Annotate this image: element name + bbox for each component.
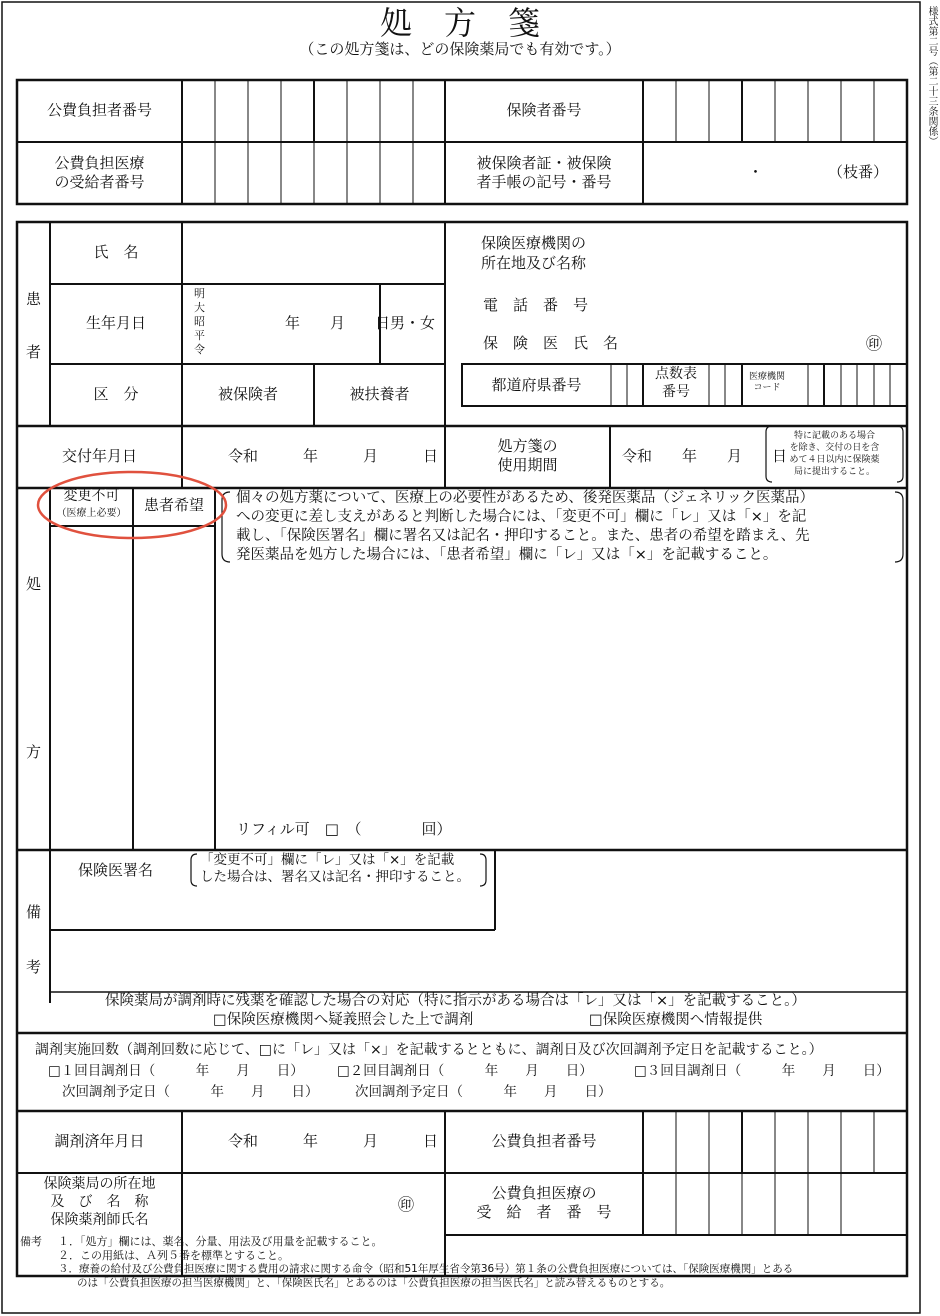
patient-name-field[interactable]	[183, 223, 444, 283]
dispensed-date-label: 調剤済年月日	[54, 1132, 145, 1150]
prescription-body-field[interactable]	[216, 566, 906, 816]
birthdate-label: 生年月日	[85, 314, 146, 332]
recipient-label-2: 受 給 者 番 号	[476, 1203, 612, 1221]
era-taisho: 大	[194, 301, 205, 314]
patient-section-label-2: 者	[25, 343, 41, 361]
valid-period-label-2: 使用期間	[497, 456, 558, 474]
validity-note-4: 局に提出すること。	[793, 467, 875, 477]
prescription-section-label-2: 方	[25, 743, 41, 761]
category-label: 区 分	[93, 385, 139, 403]
no-change-column[interactable]	[51, 527, 132, 849]
form-number: 様式第二号（第二十三条関係）	[926, 6, 937, 146]
phone-label: 電 話 番 号	[483, 296, 589, 314]
era-heisei: 平	[194, 329, 205, 342]
era-reiwa: 令	[194, 343, 205, 356]
public-recipient-label-1: 公費負担医療	[54, 154, 145, 172]
era-showa: 昭	[194, 315, 205, 328]
issue-date-value[interactable]: 令和 年 月 日	[228, 447, 439, 465]
refill-checkbox[interactable]: リフィル可 □ （ 回）	[236, 820, 452, 838]
patient-name-label: 氏 名	[93, 243, 139, 261]
footnote-label: 備考	[20, 1235, 42, 1248]
dispensed-date-value[interactable]: 令和 年 月 日	[228, 1132, 439, 1150]
insurer-no-label: 保険者番号	[506, 101, 582, 119]
institution-code-label-2: コード	[753, 383, 781, 393]
institution-code-label-1: 医療機関	[748, 372, 785, 382]
no-change-label: 変更不可	[63, 488, 120, 504]
pharmacist-seal-icon: ㊞	[398, 1195, 415, 1214]
recipient-label-1: 公費負担医療の	[491, 1184, 597, 1202]
era-meiji: 明	[194, 287, 205, 300]
signature-note-2: した場合は、署名又は記名・押印すること。	[200, 869, 470, 885]
prefecture-no-label: 都道府県番号	[491, 376, 582, 394]
no-change-sublabel: （医療上必要）	[56, 508, 127, 519]
patient-wish-column[interactable]	[134, 527, 214, 849]
insured-option[interactable]: 被保険者	[217, 385, 278, 403]
birthdate-ymd: 年 月 日	[285, 314, 391, 332]
next-dispense-date-1[interactable]: 次回調剤予定日（ 年 月 日）	[62, 1084, 319, 1100]
doctor-signature-label: 保険医署名	[78, 861, 154, 879]
public-payer-no-label: 公費負担者番号	[46, 101, 152, 119]
insured-card-label-1: 被保険者証・被保険	[476, 154, 612, 172]
patient-section-label-1: 患	[25, 290, 41, 308]
institution-address-label-2: 所在地及び名称	[481, 254, 587, 272]
valid-period-date[interactable]: 令和 年 月 日	[622, 447, 788, 465]
instruction-line-4: 発医薬品を処方した場合には、「患者希望」欄に「レ」又は「×」を記載すること。	[236, 547, 778, 563]
card-separator-dot: ・	[748, 163, 764, 181]
residual-drug-heading: 保険薬局が調剤時に残薬を確認した場合の対応（特に指示がある場合は「レ」又は「×」を記載すること。）	[105, 993, 806, 1009]
next-dispense-date-2[interactable]: 次回調剤予定日（ 年 月 日）	[355, 1084, 612, 1100]
institution-address-label-1: 保険医療機関の	[481, 234, 587, 252]
pharmacy-label-2: 及 び 名 称	[50, 1194, 149, 1210]
valid-period-label-1: 処方箋の	[497, 437, 558, 455]
footnote-1: １．「処方」欄には、薬名、分量、用法及び用量を記載すること。	[58, 1235, 383, 1248]
branch-label: （枝番）	[828, 163, 889, 181]
footnote-3a: ３．療養の給付及び公費負担医療に関する費用の請求に関する命令（昭和51年厚生省令第36号）第１条の公費負担医療については、「保険医療機関」とある	[58, 1263, 794, 1275]
public-recipient-label-2: の受給者番号	[54, 173, 145, 191]
dispense-date-1[interactable]: □１回目調剤日（ 年 月 日）	[48, 1063, 304, 1079]
remarks-section-label-2: 考	[25, 958, 41, 976]
validity-note-3: めて４日以内に保険薬	[789, 455, 880, 465]
prescription-section-label-1: 処	[25, 575, 41, 593]
bottom-payer-no-label: 公費負担者番号	[491, 1132, 597, 1150]
pharmacy-label-3: 保険薬剤師氏名	[50, 1212, 149, 1228]
instruction-line-3: 載し、「保険医署名」欄に署名又は記名・押印すること。また、患者の希望を踏まえ、先	[236, 528, 810, 544]
dispensing-count-heading: 調剤実施回数（調剤回数に応じて、□に「レ」又は「×」を記載するとともに、調剤日及び次回調剤予定日を記載すること。）	[35, 1042, 823, 1058]
score-table-label-2: 番号	[662, 384, 690, 400]
issue-date-label: 交付年月日	[61, 447, 137, 465]
form-subtitle: （この処方箋は、どの保険薬局でも有効です。）	[299, 40, 621, 58]
footnote-2: ２．この用紙は、Ａ列５番を標準とすること。	[58, 1249, 289, 1262]
remarks-section-label-1: 備	[25, 903, 41, 921]
dispense-date-2[interactable]: □２回目調剤日（ 年 月 日）	[337, 1063, 593, 1079]
dependent-option[interactable]: 被扶養者	[349, 385, 410, 403]
signature-note-1: 「変更不可」欄に「レ」又は「×」を記載	[200, 852, 455, 868]
score-table-label-1: 点数表	[655, 366, 697, 382]
instruction-line-1: 個々の処方薬について、医療上の必要性があるため、後発医薬品（ジェネリック医薬品）	[236, 490, 814, 506]
form-title: 処 方 箋	[379, 4, 540, 42]
seal-icon: ㊞	[866, 334, 883, 353]
footnote-3b: のは「公費負担医療の担当医療機関」と、「保険医氏名」とあるのは「公費負担医療の担当医氏名」と読み替えるものとする。	[77, 1277, 671, 1289]
remarks-field[interactable]	[496, 851, 906, 991]
insured-card-label-2: 者手帳の記号・番号	[476, 173, 612, 191]
pharmacy-label-1: 保険薬局の所在地	[43, 1176, 156, 1192]
instruction-line-2: への変更に差し支えがあると判断した場合には、「変更不可」欄に「レ」又は「×」を記	[236, 509, 807, 525]
validity-note-1: 特に記載のある場合	[793, 431, 875, 441]
validity-note-2: を除き、交付の日を含	[789, 443, 880, 453]
residual-option-info[interactable]: □保険医療機関へ情報提供	[589, 1012, 763, 1028]
sex-field[interactable]: 男・女	[389, 314, 435, 332]
patient-wish-label: 患者希望	[143, 496, 204, 514]
dispense-date-3[interactable]: □３回目調剤日（ 年 月 日）	[634, 1063, 890, 1079]
residual-option-inquiry[interactable]: □保険医療機関へ疑義照会した上で調剤	[213, 1012, 474, 1028]
doctor-name-label: 保 険 医 氏 名	[483, 334, 619, 352]
